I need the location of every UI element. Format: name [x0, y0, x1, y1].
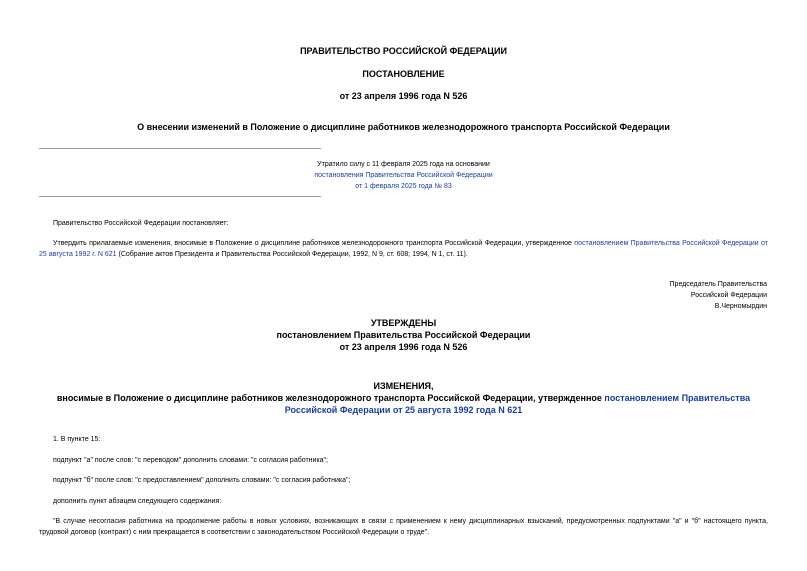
divider-bottom: [39, 196, 321, 197]
document-date-number: от 23 апреля 1996 года N 526: [339, 91, 468, 101]
changes-link-1[interactable]: постановлением Правительства: [604, 393, 751, 403]
item-2: подпункт "а" после слов: "с переводом" дополнить словами: "с согласия работника";: [53, 457, 328, 464]
repeal-link-line2[interactable]: от 1 февраля 2025 года № 83: [355, 183, 452, 190]
signature-block: [670, 279, 767, 312]
resolves-paragraph: Правительство Российской Федерации постановляет:: [53, 220, 229, 227]
government-title: ПРАВИТЕЛЬСТВО РОССИЙСКОЙ ФЕДЕРАЦИИ: [300, 46, 507, 56]
approved-line-3: от 23 апреля 1996 года N 526: [339, 342, 468, 352]
approve-source: (Собрание актов Президента и Правительства Российской Федерации, 1992, N 9, ст. 608; 1994, N 1, ст. 11).: [116, 251, 468, 258]
signature-position-1: Председатель Правительства: [669, 281, 767, 288]
signature-position-2: Российской Федерации: [690, 292, 767, 299]
changes-heading: ИЗМЕНЕНИЯ,: [373, 381, 434, 391]
approve-paragraph: [39, 238, 768, 260]
approved-block: [0, 317, 807, 353]
item-4: дополнить пункт абзацем следующего содержания:: [53, 498, 222, 505]
changes-line-2: [0, 392, 807, 404]
item-1: 1. В пункте 15:: [53, 436, 101, 443]
document-type: ПОСТАНОВЛЕНИЕ: [362, 69, 445, 79]
approve-link[interactable]: постановлением Правительства Российской Федерации от 25 августа 1992 г. N 621: [39, 240, 768, 258]
item-3: подпункт "б" после слов: "с предоставлением" дополнить словами: "с согласия работника";: [53, 477, 351, 484]
item-5: "В случае несогласия работника на продолжение работы в новых условиях, возникающих в связи с применением к нему дисциплинарных взысканий, предусмотренных подпунктами "а" и "б" настоящего пункта, трудовой договор (контракт) с ним прекращается в соответствии с законодательством Российской Федерации о труде".: [39, 518, 768, 536]
document-title: О внесении изменений в Положение о дисциплине работников железнодорожного транспорта Российской Федерации: [137, 122, 670, 132]
status-note-text: Утратило силу с 11 февраля 2025 года на основании: [317, 161, 490, 168]
status-note: [0, 159, 807, 192]
signature-name: В.Черномырдин: [714, 303, 767, 310]
changes-line-2-text: вносимые в Положение о дисциплине работников железнодорожного транспорта Российской Федерации, утвержденное: [56, 393, 605, 403]
approved-heading: УТВЕРЖДЕНЫ: [370, 318, 437, 328]
repeal-link-line1[interactable]: постановления Правительства Российской Федерации: [314, 172, 493, 179]
approve-text: Утвердить прилагаемые изменения, вносимые в Положение о дисциплине работников железнодорожного транспорта Российской Федерации, утвержденное: [53, 240, 575, 247]
divider-top: [39, 148, 321, 149]
changes-link-2[interactable]: Российской Федерации от 25 августа 1992 года N 621: [284, 405, 523, 415]
repeal-link[interactable]: [0, 170, 807, 192]
approved-line-2: постановлением Правительства Российской Федерации: [276, 330, 531, 340]
changes-block: [0, 380, 807, 416]
